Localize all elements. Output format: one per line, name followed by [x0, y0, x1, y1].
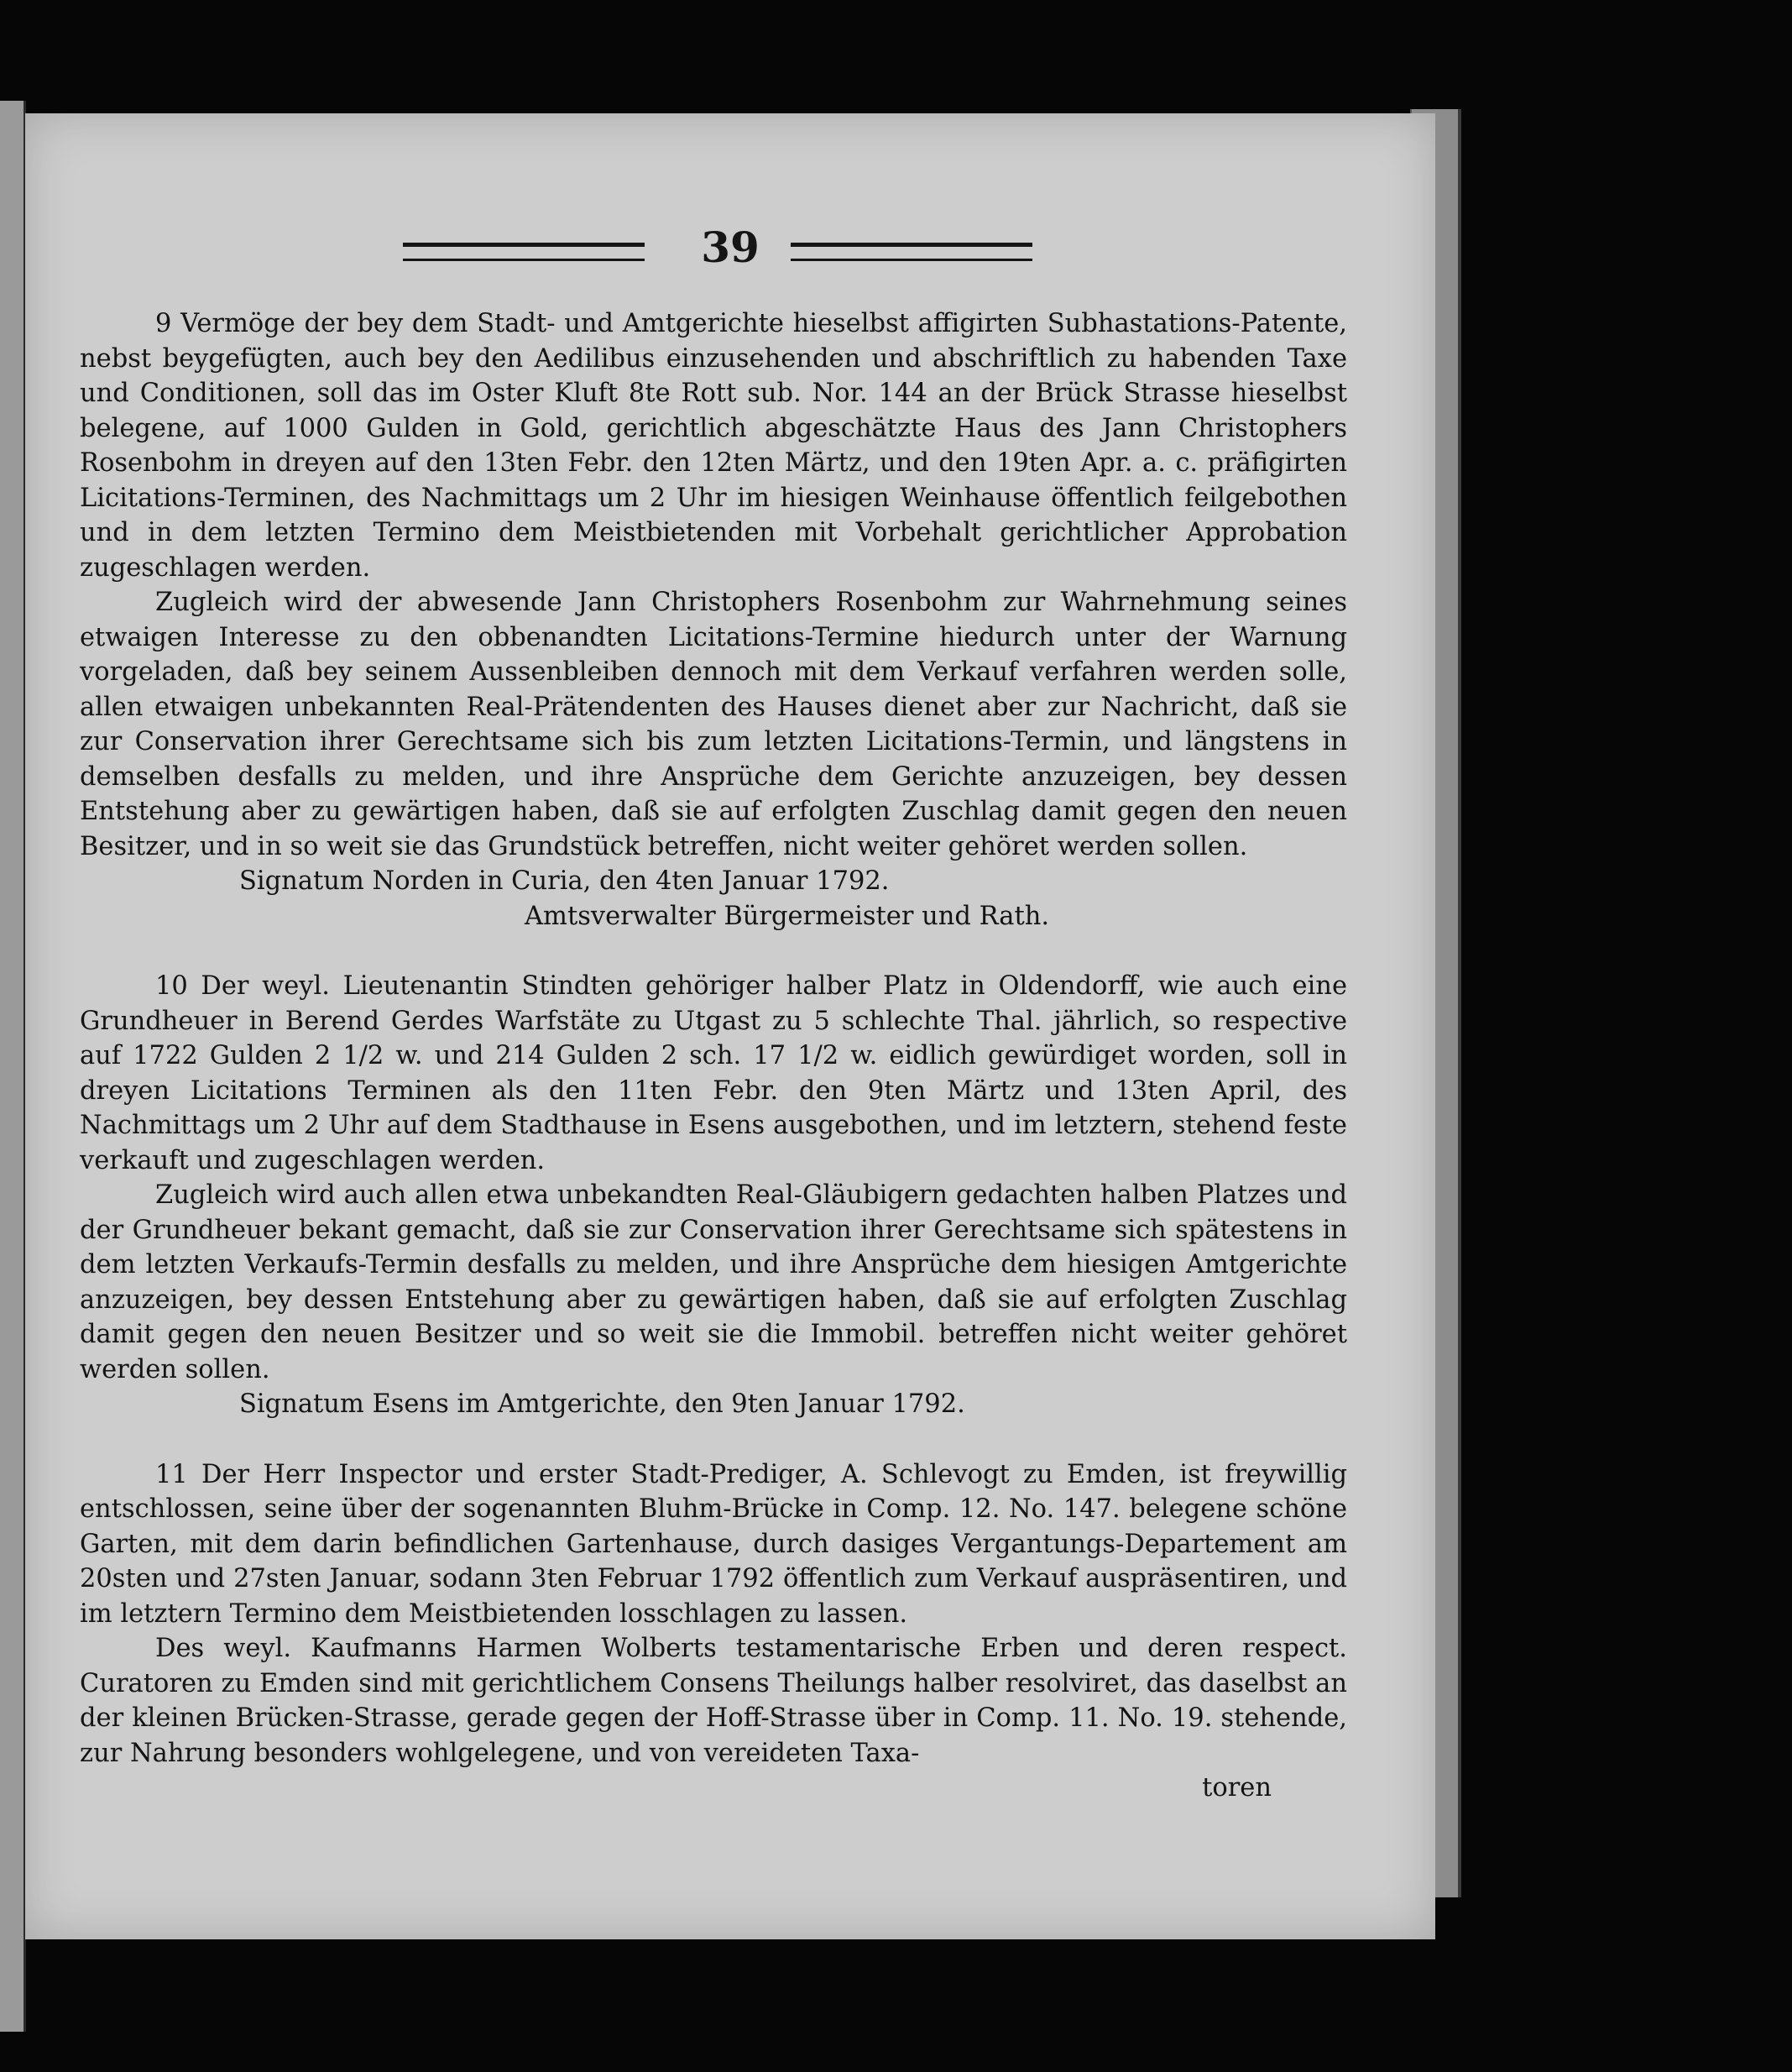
catchword: toren — [1202, 1773, 1272, 1803]
page-number: 39 — [701, 222, 760, 272]
page-header — [403, 222, 1058, 281]
header-rule-left — [403, 243, 645, 261]
notice-10-paragraph: 10 Der weyl. Lieutenantin Stindten gehöriger halber Platz in Oldendorff, wie auch eine Grundheuer in Berend Gerdes Warfstäte zu Utgast zu 5 schlechte Thal. jährlich, so respective auf 1722 Gulden 2 1/2 w. und 214 Gulden 2 sch. 17 1/2 w. eidlich gewürdiget worden, soll in dreyen Licitations Terminen als den 11ten Febr. den 9ten Märtz und 13ten April, des Nachmittags um 2 Uhr auf dem Stadthause in Esens ausgebothen, und im letztern, stehend feste verkauft und zugeschlagen werden. — [80, 971, 1347, 1175]
notice-9-signature: Signatum Norden in Curia, den 4ten Januar 1792. — [239, 866, 890, 896]
book-page — [25, 113, 1435, 1939]
notice-11-heirs-paragraph: Des weyl. Kaufmanns Harmen Wolberts testamentarische Erben und deren respect. Curatoren zu Emden sind mit gerichtlichem Consens Theilungs halber resolviret, das daselbst an der kleinen Brücken-Strasse, gerade gegen der Hoff-Strasse über in Comp. 11. No. 19. stehende, zur Nahrung besonders wohlgelegene, und von vereideten Taxa- — [80, 1634, 1347, 1768]
notice-9-summons-paragraph: Zugleich wird der abwesende Jann Christophers Rosenbohm zur Wahrnehmung seines etwaigen Interesse zu den obbenandten Licitations-Termine hiedurch unter der Warnung vorgeladen, daß bey seinem Aussenbleiben dennoch mit dem Verkauf verfahren werden solle, allen etwaigen unbekannten Real-Prätendenten des Hauses dienet aber zur Nachricht, daß sie zur Conservation ihrer Gerechtsame sich bis zum letzten Licitations-Termin, und längstens in demselben desfalls zu melden, und ihre Ansprüche dem Gerichte anzuzeigen, bey dessen Entstehung aber zu gewärtigen haben, daß sie auf erfolgten Zuschlag damit gegen den neuen Besitzer, und in so weit sie das Grundstück betreffen, nicht weiter gehöret werden sollen. — [80, 588, 1347, 861]
notice-10-signature: Signatum Esens im Amtgerichte, den 9ten Januar 1792. — [239, 1389, 965, 1419]
notice-11-paragraph: 11 Der Herr Inspector und erster Stadt-Prediger, A. Schlevogt zu Emden, ist freywillig entschlossen, seine über der sogenannten Bluhm-Brücke in Comp. 12. No. 147. belegene schöne Garten, mit dem darin befindlichen Gartenhause, durch dasiges Vergantungs-Departement am 20sten und 27sten Januar, sodann 3ten Februar 1792 öffentlich zum Verkauf auspräsentiren, und im letztern Termino dem Meistbietenden losschlagen zu lassen. — [80, 1459, 1347, 1629]
notice-10-creditors-paragraph: Zugleich wird auch allen etwa unbekandten Real-Gläubigern gedachten halben Platzes und der Grundheuer bekant gemacht, daß sie zur Conservation ihrer Gerechtsame sich spätestens in dem letzten Verkaufs-Termin desfalls zu melden, und ihre Ansprüche dem hiesigen Amtgerichte anzuzeigen, bey dessen Entstehung aber zu gewärtigen haben, daß sie auf erfolgten Zuschlag damit gegen den neuen Besitzer und so weit sie die Immobil. betreffen nicht weiter gehöret werden sollen. — [80, 1180, 1347, 1384]
notice-9-paragraph: 9 Vermöge der bey dem Stadt- und Amtgerichte hieselbst affigirten Subhastations-Patente, nebst beygefügten, auch bey den Aedilibus einzusehenden und abschriftlich zu habenden Taxe und Conditionen, soll das im Oster Kluft 8te Rott sub. Nor. 144 an der Brück Strasse hieselbst belegene, auf 1000 Gulden in Gold, gerichtlich abgeschätzte Haus des Jann Christophers Rosenbohm in dreyen auf den 13ten Febr. den 12ten Märtz, und den 19ten Apr. a. c. präfigirten Licitations-Terminen, des Nachmittags um 2 Uhr im hiesigen Weinhause öffentlich feilgebothen und in dem letzten Termino dem Meistbietenden mit Vorbehalt gerichtlicher Approbation zugeschlagen werden. — [80, 309, 1347, 583]
book-spine-edge — [0, 101, 26, 2032]
notice-9-authority: Amtsverwalter Bürgermeister und Rath. — [525, 901, 1050, 931]
header-rule-right — [791, 243, 1032, 261]
page-body — [80, 306, 1347, 1806]
